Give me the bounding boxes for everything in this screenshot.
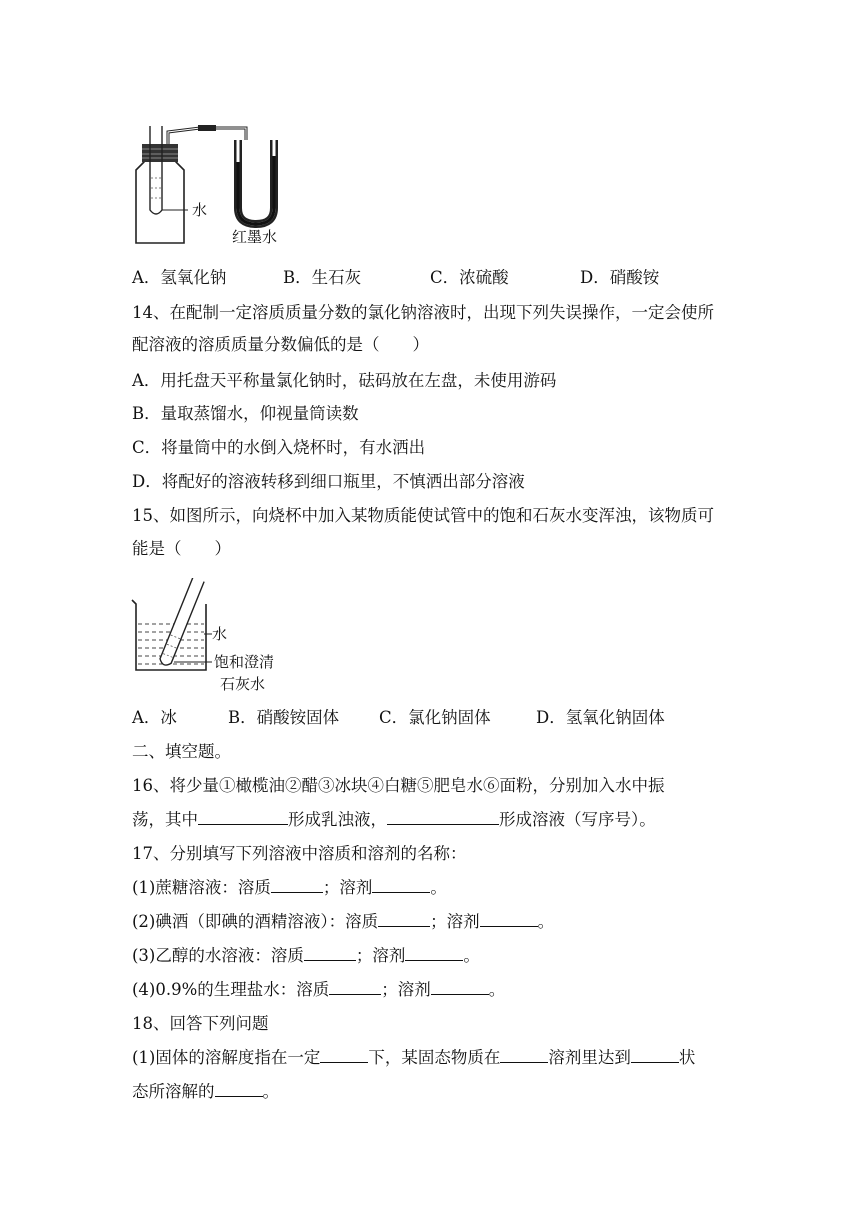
q17-stem: 17、分别填写下列溶液中溶质和溶剂的名称： [132,844,467,863]
q18-text-2: 下，某固态物质在 [368,1048,501,1067]
q18-blank-1[interactable] [320,1047,368,1063]
label-red-ink: 红墨水 [232,228,278,246]
q15-option-b[interactable]: B．硝酸铵固体 [228,708,340,727]
q16-blank-solution[interactable] [387,809,499,825]
q17-item-2-solute-label: (2)碘酒（即碘的酒精溶液）：溶质 [132,912,379,931]
q17-item-3-solute-label: (3)乙醇的水溶液：溶质 [132,946,304,965]
q17-item-2-solvent-blank[interactable] [480,911,538,927]
q15-option-d[interactable]: D．氢氧化钠固体 [536,708,665,727]
q13-option-b[interactable]: B．生石灰 [283,268,362,287]
q16-text-2: 形成乳浊液， [288,810,387,829]
q14-stem-line2: 配溶液的溶质质量分数偏低的是（ ） [132,335,429,354]
q15-stem-line1: 15、如图所示，向烧杯中加入某物质能使试管中的饱和石灰水变浑浊，该物质可 [132,506,714,525]
q18-stem: 18、回答下列问题 [132,1014,269,1033]
q14-option-b[interactable]: B．量取蒸馏水，仰视量筒读数 [132,404,359,423]
q15-option-a[interactable]: A．冰 [132,708,177,727]
q15-options [132,707,665,729]
q14-stem-line1: 14、在配制一定溶质质量分数的氯化钠溶液时，出现下列失误操作，一定会使所 [132,303,714,322]
q13-options [132,267,659,289]
q17-item-1-end: 。 [430,878,447,897]
label-water: 水 [212,625,228,643]
q17-item-2-solvent-label: ；溶剂 [430,912,480,931]
q17-item-4-solute-label: (4)0.9%的生理盐水：溶质 [132,980,330,999]
q13-option-a[interactable]: A．氢氧化钠 [132,268,227,287]
q17-item-1-solvent-label: ；溶剂 [322,878,373,897]
q17-item-1-solvent-blank[interactable] [372,877,430,893]
q13-option-d[interactable]: D．硝酸铵 [580,268,660,287]
q17-item-3 [132,945,480,967]
label-saturated-limewater-1: 饱和澄清 [214,653,275,671]
q14-option-d[interactable]: D．将配好的溶液转移到细口瓶里，不慎洒出部分溶液 [132,472,525,491]
q16-line1: 16、将少量①橄榄油②醋③冰块④白糖⑤肥皂水⑥面粉，分别加入水中振 [132,776,665,795]
q18-text-5: 态所溶解的 [132,1082,215,1101]
q18-blank-4[interactable] [215,1081,263,1097]
q17-item-4-end: 。 [488,980,506,999]
q17-item-3-solvent-label: ；溶剂 [355,946,406,965]
section-heading: 二、填空题。 [132,742,231,761]
label-water: 水 [192,201,208,219]
q17-item-1-solute-label: (1)蔗糖溶液：溶质 [132,878,271,897]
figure-bottle-u-tube [128,118,298,248]
q18-line2 [132,1081,279,1103]
q17-item-2 [132,911,554,933]
q17-item-2-solute-blank[interactable] [378,911,430,927]
q17-item-2-end: 。 [537,912,555,931]
figure-beaker-test-tube [128,578,298,696]
q18-blank-3[interactable] [631,1047,679,1063]
q18-text-3: 溶剂里达到 [548,1048,631,1067]
q16-line2 [132,809,656,831]
q18-text-6: 。 [262,1082,279,1101]
q15-stem-line2: 能是（ ） [132,539,231,558]
q16-text-1: 荡，其中 [132,810,198,829]
q15-option-c[interactable]: C．氯化钠固体 [379,708,491,727]
q18-blank-2[interactable] [500,1047,548,1063]
q17-item-1 [132,877,447,899]
q17-item-4 [132,979,505,1001]
q16-blank-emulsion[interactable] [198,809,288,825]
q18-text-4: 状 [678,1048,696,1067]
q17-item-3-solute-blank[interactable] [304,945,356,961]
q16-text-3: 形成溶液（写序号）。 [499,810,656,829]
q13-option-c[interactable]: C．浓硫酸 [430,268,509,287]
q17-item-4-solvent-blank[interactable] [431,979,489,995]
q18-line1 [132,1047,695,1069]
q14-option-a[interactable]: A．用托盘天平称量氯化钠时，砝码放在左盘，未使用游码 [132,371,557,390]
q17-item-4-solvent-label: ；溶剂 [381,980,431,999]
label-saturated-limewater-2: 石灰水 [220,675,266,693]
q17-item-3-end: 。 [463,946,480,965]
q18-text-1: (1)固体的溶解度指在一定 [132,1048,321,1067]
q17-item-4-solute-blank[interactable] [329,979,381,995]
q17-item-1-solute-blank[interactable] [271,877,323,893]
q14-option-c[interactable]: C．将量筒中的水倒入烧杯时，有水洒出 [132,438,426,457]
q17-item-3-solvent-blank[interactable] [405,945,463,961]
